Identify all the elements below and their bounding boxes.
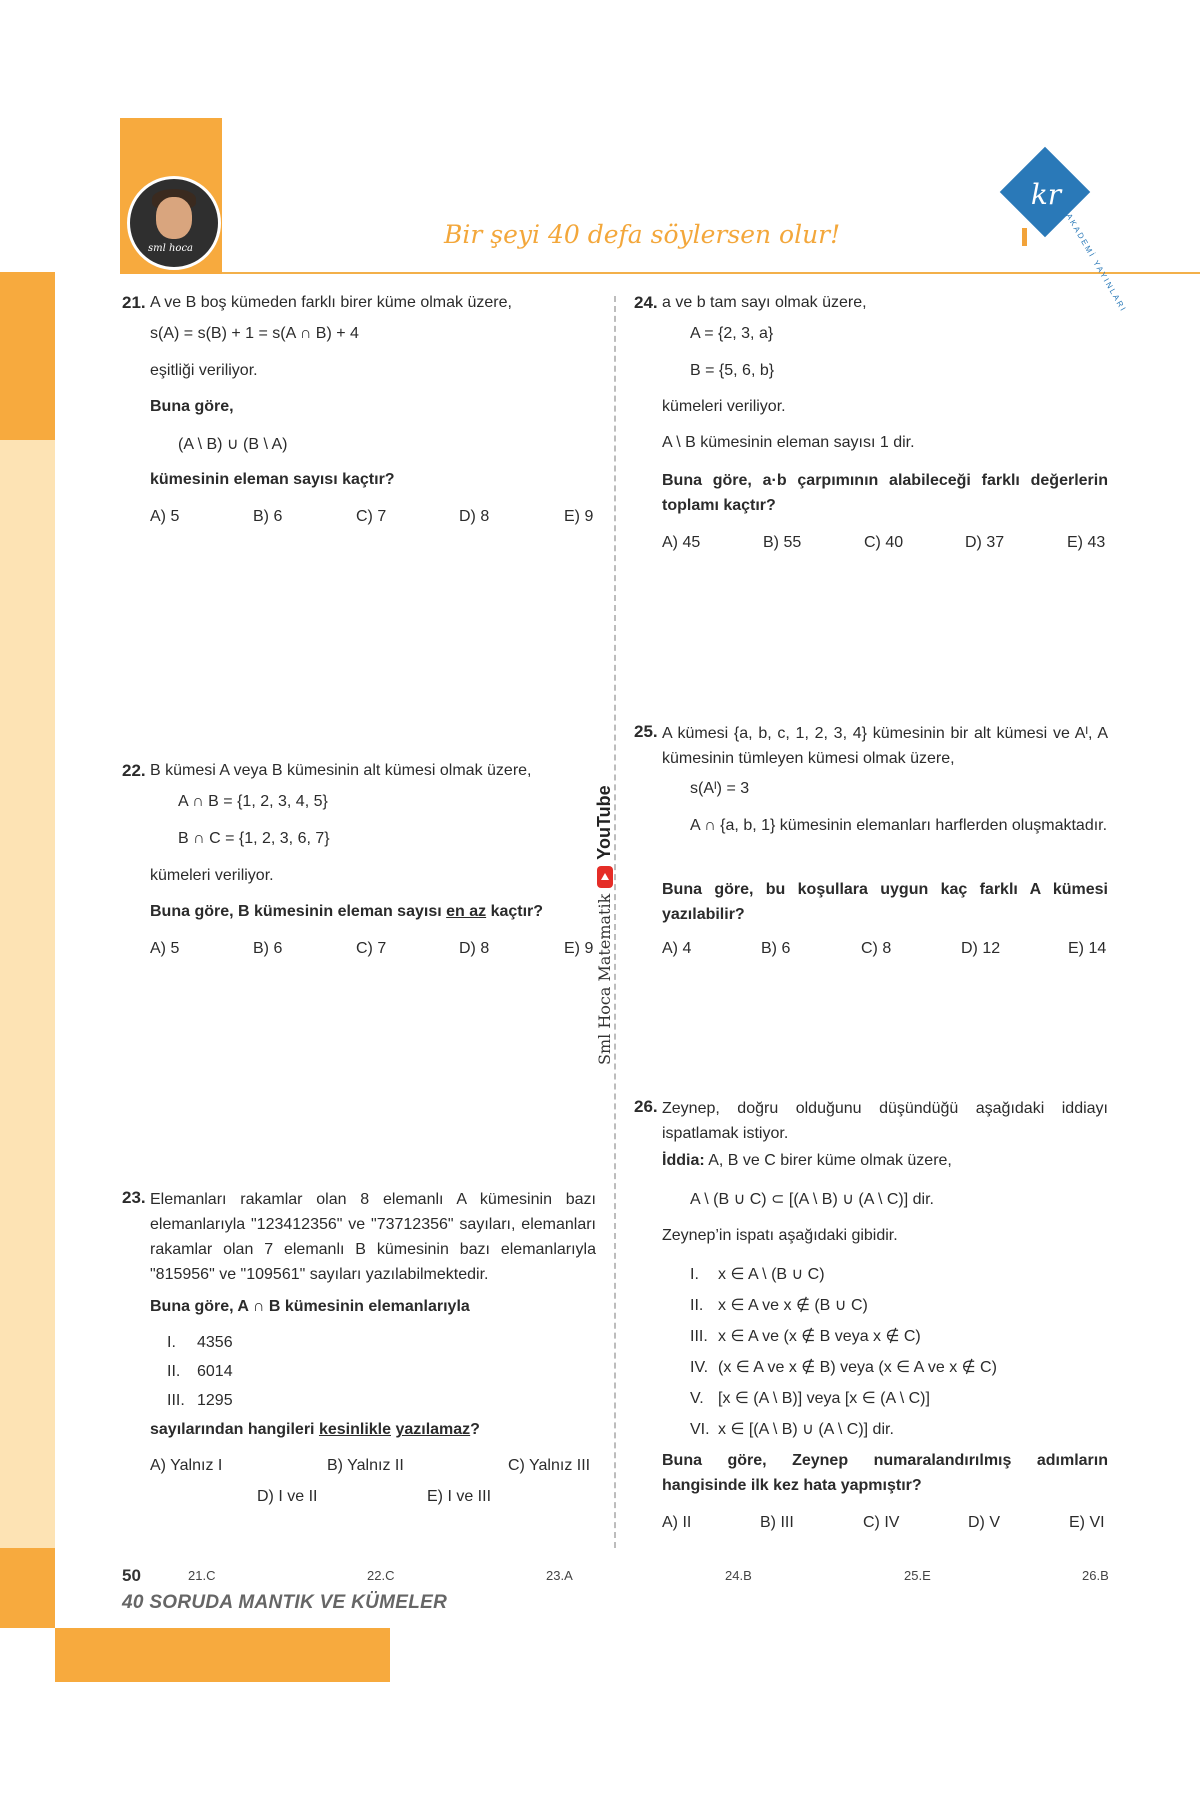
option-d[interactable]: D) 8	[459, 508, 490, 525]
item-1: I. 4356	[167, 1334, 233, 1351]
youtube-watermark	[594, 785, 615, 1065]
option-a[interactable]: A) 45	[662, 534, 701, 551]
question-ask: Buna göre, a·b çarpımının alabileceği farklı değerlerin toplamı kaçtır?	[662, 472, 1108, 514]
option-c[interactable]: C) IV	[863, 1514, 900, 1531]
question-stem: Elemanları rakamlar olan 8 elemanlı A kümesinin bazı elemanlarıyla "123412356" ve "73712356" sayıları, elemanları rakamlar olan 7 elemanlı B kümesinin bazı elemanlarıyla "815956" ve "109561" sayıları yazılabilmektedir.	[150, 1191, 596, 1283]
proof-step: IV. (x ∈ A ve x ∉ B) veya (x ∈ A ve x ∉ C)	[690, 1359, 997, 1376]
claim-expression: A \ (B ∪ C) ⊂ [(A \ B) ∪ (A \ C)] dir.	[690, 1191, 934, 1208]
proof-step: III. x ∈ A ve (x ∉ B veya x ∉ C)	[690, 1328, 921, 1345]
option-d[interactable]: D) 12	[961, 940, 1001, 957]
page-number: 50	[122, 1566, 141, 1585]
pencil-icon	[1022, 228, 1027, 246]
question-ask: kümesinin eleman sayısı kaçtır?	[150, 471, 395, 488]
side-band-accent	[0, 272, 55, 440]
answer-key-item: 22.C	[367, 1568, 395, 1583]
youtube-play-icon	[597, 866, 613, 888]
proof-intro: Zeynep’in ispatı aşağıdaki gibidir.	[662, 1227, 898, 1244]
option-a[interactable]: A) 4	[662, 940, 692, 957]
option-e[interactable]: E) 9	[564, 940, 594, 957]
condition-2: A ∩ {a, b, 1} kümesinin elemanları harflerden oluşmaktadır.	[690, 817, 1108, 834]
option-c[interactable]: C) 7	[356, 940, 387, 957]
given-text: kümeleri veriliyor.	[150, 867, 274, 884]
option-b[interactable]: B) 6	[253, 940, 283, 957]
option-b[interactable]: B) 55	[763, 534, 802, 551]
question-ask: Buna göre, B kümesinin eleman sayısı en az kaçtır?	[150, 903, 544, 920]
book-title: 40 SORUDA MANTIK VE KÜMELER	[122, 1592, 448, 1613]
bottom-band-accent	[0, 1548, 55, 1628]
option-e[interactable]: E) VI	[1069, 1514, 1105, 1531]
equation: s(A) = s(B) + 1 = s(A ∩ B) + 4	[150, 325, 359, 342]
set-line-2: B = {5, 6, b}	[690, 362, 775, 379]
proof-step: V. [x ∈ (A \ B)] veya [x ∈ (A \ C)]	[690, 1390, 930, 1407]
question-number: 26.	[634, 1097, 658, 1116]
header-motto: Bir şeyi 40 defa söylersen olur!	[444, 220, 841, 249]
option-e[interactable]: E) I ve III	[427, 1488, 492, 1505]
option-e[interactable]: E) 14	[1068, 940, 1107, 957]
proof-step: I. x ∈ A \ (B ∪ C)	[690, 1266, 825, 1283]
question-number: 24.	[634, 293, 658, 312]
option-a[interactable]: A) II	[662, 1514, 692, 1531]
set-line-2: B ∩ C = {1, 2, 3, 6, 7}	[178, 830, 330, 847]
option-e[interactable]: E) 43	[1067, 534, 1106, 551]
option-c[interactable]: C) 7	[356, 508, 387, 525]
channel-name: Sml Hoca Matematik	[595, 893, 614, 1065]
answer-key-item: 23.A	[546, 1568, 573, 1583]
proof-step: VI. x ∈ [(A \ B) ∪ (A \ C)] dir.	[690, 1421, 894, 1438]
avatar-signature: sml hoca	[148, 243, 194, 254]
question-number: 22.	[122, 761, 146, 780]
condition-1: s(Aᴵ) = 3	[690, 780, 750, 797]
option-b[interactable]: B) Yalnız II	[327, 1457, 404, 1474]
option-b[interactable]: B) 6	[253, 508, 283, 525]
question-stem: Zeynep, doğru olduğunu düşündüğü aşağıdaki iddiayı ispatlamak istiyor.	[662, 1100, 1108, 1142]
header-rule	[222, 272, 1200, 274]
condition-text: A \ B kümesinin eleman sayısı 1 dir.	[662, 434, 915, 451]
set-line-1: A ∩ B = {1, 2, 3, 4, 5}	[178, 793, 328, 810]
answer-key-item: 21.C	[188, 1568, 216, 1583]
option-c[interactable]: C) 8	[861, 940, 892, 957]
lead-text: Buna göre,	[150, 398, 234, 415]
set-line-1: A = {2, 3, a}	[690, 325, 774, 342]
given-text: kümeleri veriliyor.	[662, 398, 786, 415]
question-number: 23.	[122, 1188, 146, 1207]
question-stem: B kümesi A veya B kümesinin alt kümesi olmak üzere,	[150, 762, 532, 779]
option-d[interactable]: D) I ve II	[257, 1488, 318, 1505]
publisher-logo-subtext: AKADEMİ YAYINLARI	[1064, 212, 1129, 315]
option-a[interactable]: A) 5	[150, 508, 180, 525]
option-b[interactable]: B) 6	[761, 940, 791, 957]
question-number: 25.	[634, 722, 658, 741]
option-d[interactable]: D) V	[968, 1514, 1000, 1531]
item-2: II. 6014	[167, 1363, 233, 1380]
question-ask-2: sayılarından hangileri kesinlikle yazılamaz?	[150, 1421, 480, 1438]
answer-key-item: 24.B	[725, 1568, 752, 1583]
question-number: 21.	[122, 293, 146, 312]
option-c[interactable]: C) 40	[864, 534, 904, 551]
option-a[interactable]: A) Yalnız I	[150, 1457, 223, 1474]
proof-step: II. x ∈ A ve x ∉ (B ∪ C)	[690, 1297, 868, 1314]
question-ask: Buna göre, bu koşullara uygun kaç farklı A kümesi yazılabilir?	[662, 881, 1108, 923]
option-b[interactable]: B) III	[760, 1514, 794, 1531]
answer-key-item: 25.E	[904, 1568, 931, 1583]
side-band	[0, 272, 55, 1628]
claim-text: İddia: A, B ve C birer küme olmak üzere,	[662, 1152, 952, 1169]
option-d[interactable]: D) 37	[965, 534, 1005, 551]
youtube-wordmark: YouTube	[594, 785, 614, 860]
option-d[interactable]: D) 8	[459, 940, 490, 957]
item-3: III. 1295	[167, 1392, 233, 1409]
publisher-logo-text: kr	[1030, 178, 1062, 211]
author-avatar	[127, 176, 221, 270]
option-a[interactable]: A) 5	[150, 940, 180, 957]
answer-key-item: 26.B	[1082, 1568, 1109, 1583]
option-e[interactable]: E) 9	[564, 508, 594, 525]
option-c[interactable]: C) Yalnız III	[508, 1457, 591, 1474]
question-ask: Buna göre, A ∩ B kümesinin elemanlarıyla	[150, 1298, 470, 1315]
footer-band	[55, 1628, 390, 1682]
question-stem: A ve B boş kümeden farklı birer küme olmak üzere,	[150, 294, 512, 311]
set-expression: (A \ B) ∪ (B \ A)	[178, 436, 288, 453]
question-stem: a ve b tam sayı olmak üzere,	[662, 294, 867, 311]
question-ask: Buna göre, Zeynep numaralandırılmış adımların hangisinde ilk kez hata yapmıştır?	[662, 1452, 1108, 1494]
given-text: eşitliği veriliyor.	[150, 362, 258, 379]
question-stem: A kümesi {a, b, c, 1, 2, 3, 4} kümesinin bir alt kümesi ve Aᴵ, A kümesinin tümleyen kümesi olmak üzere,	[662, 725, 1108, 767]
